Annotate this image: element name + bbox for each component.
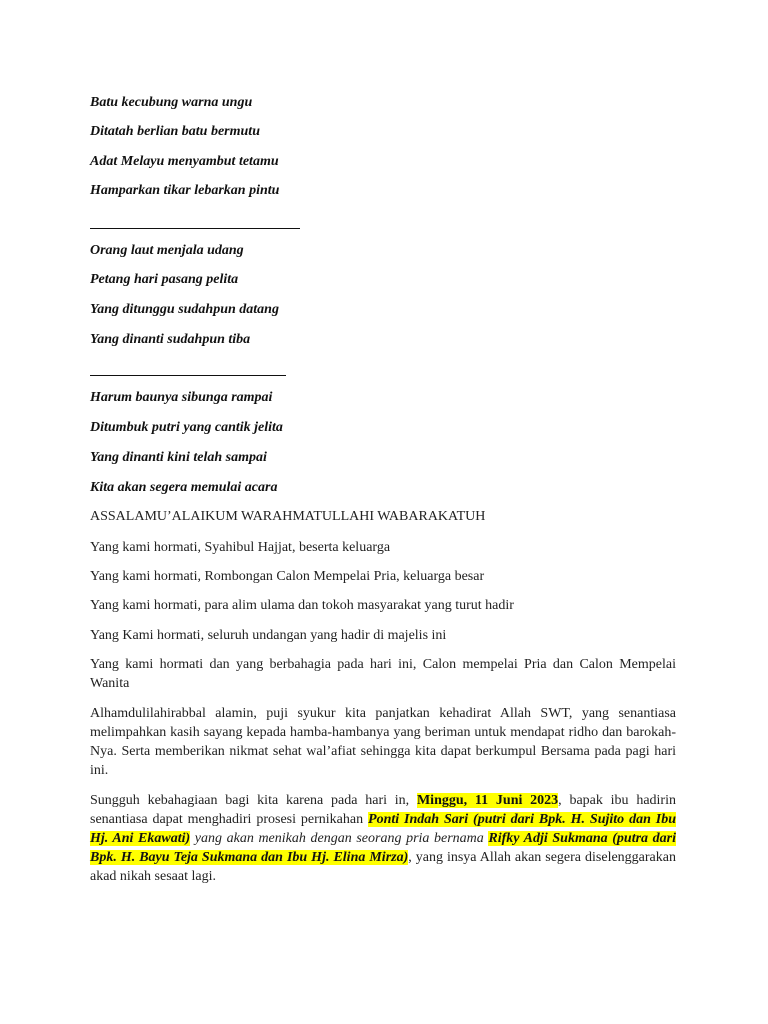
divider-line — [90, 375, 286, 376]
announcement-text: yang akan menikah dengan seorang pria bernama — [190, 831, 489, 846]
announcement-paragraph — [90, 791, 676, 886]
divider-line — [90, 228, 300, 229]
pantun-line: Yang dinanti kini telah sampai — [90, 450, 267, 465]
bride-name: Ponti Indah Sari (putri dari Bpk. H. Sujito dan Ibu Hj. Ani Ekawati) — [90, 812, 677, 846]
pantun-line: Ditumbuk putri yang cantik jelita — [90, 420, 283, 435]
announcement-text: , yang insya Allah akan segera diselenggarakan akad nikah sesaat lagi. — [90, 850, 676, 884]
salutation: Yang kami hormati dan yang berbahagia pada hari ini, Calon mempelai Pria dan Calon Mempelai Wanita — [90, 657, 676, 691]
pantun-line: Kita akan segera memulai acara — [90, 480, 278, 495]
pantun-line: Batu kecubung warna ungu — [90, 95, 253, 110]
greeting: ASSALAMU’ALAIKUM WARAHMATULLAHI WABARAKATUH — [90, 509, 486, 524]
announcement-text: , bapak ibu hadirin senantiasa dapat menghadiri prosesi pernikahan — [90, 793, 676, 827]
opening-paragraph: Alhamdulilahirabbal alamin, puji syukur kita panjatkan kehadirat Allah SWT, yang senantiasa melimpahkan kasih sayang kepada hamba-hambanya yang beriman untuk mendapat ridho dan barokah-Nya. Serta memberikan nikmat sehat wal’afiat sehingga kita dapat berkumpul Bersama pada pagi hari ini. — [90, 706, 676, 778]
salutation: Yang Kami hormati, seluruh undangan yang hadir di majelis ini — [90, 628, 447, 643]
pantun-line: Adat Melayu menyambut tetamu — [90, 154, 279, 169]
salutation: Yang kami hormati, Rombongan Calon Mempelai Pria, keluarga besar — [90, 569, 485, 584]
pantun-line: Ditatah berlian batu bermutu — [90, 124, 260, 139]
pantun-line: Petang hari pasang pelita — [90, 272, 239, 287]
pantun-line: Hamparkan tikar lebarkan pintu — [90, 183, 280, 198]
pantun-line: Harum baunya sibunga rampai — [90, 390, 273, 405]
groom-name: Rifky Adji Sukmana (putra dari Bpk. H. Bayu Teja Sukmana dan Ibu Hj. Elina Mirza) — [90, 831, 676, 865]
salutation: Yang kami hormati, para alim ulama dan tokoh masyarakat yang turut hadir — [90, 598, 514, 613]
event-date: Minggu, 11 Juni 2023 — [416, 793, 559, 808]
salutation: Yang kami hormati, Syahibul Hajjat, beserta keluarga — [90, 540, 391, 555]
announcement-text: Sungguh kebahagiaan bagi kita karena pada hari in, — [90, 793, 417, 808]
pantun-line: Yang dinanti sudahpun tiba — [90, 332, 251, 347]
pantun-line: Orang laut menjala udang — [90, 243, 244, 258]
pantun-line: Yang ditunggu sudahpun datang — [90, 302, 279, 317]
